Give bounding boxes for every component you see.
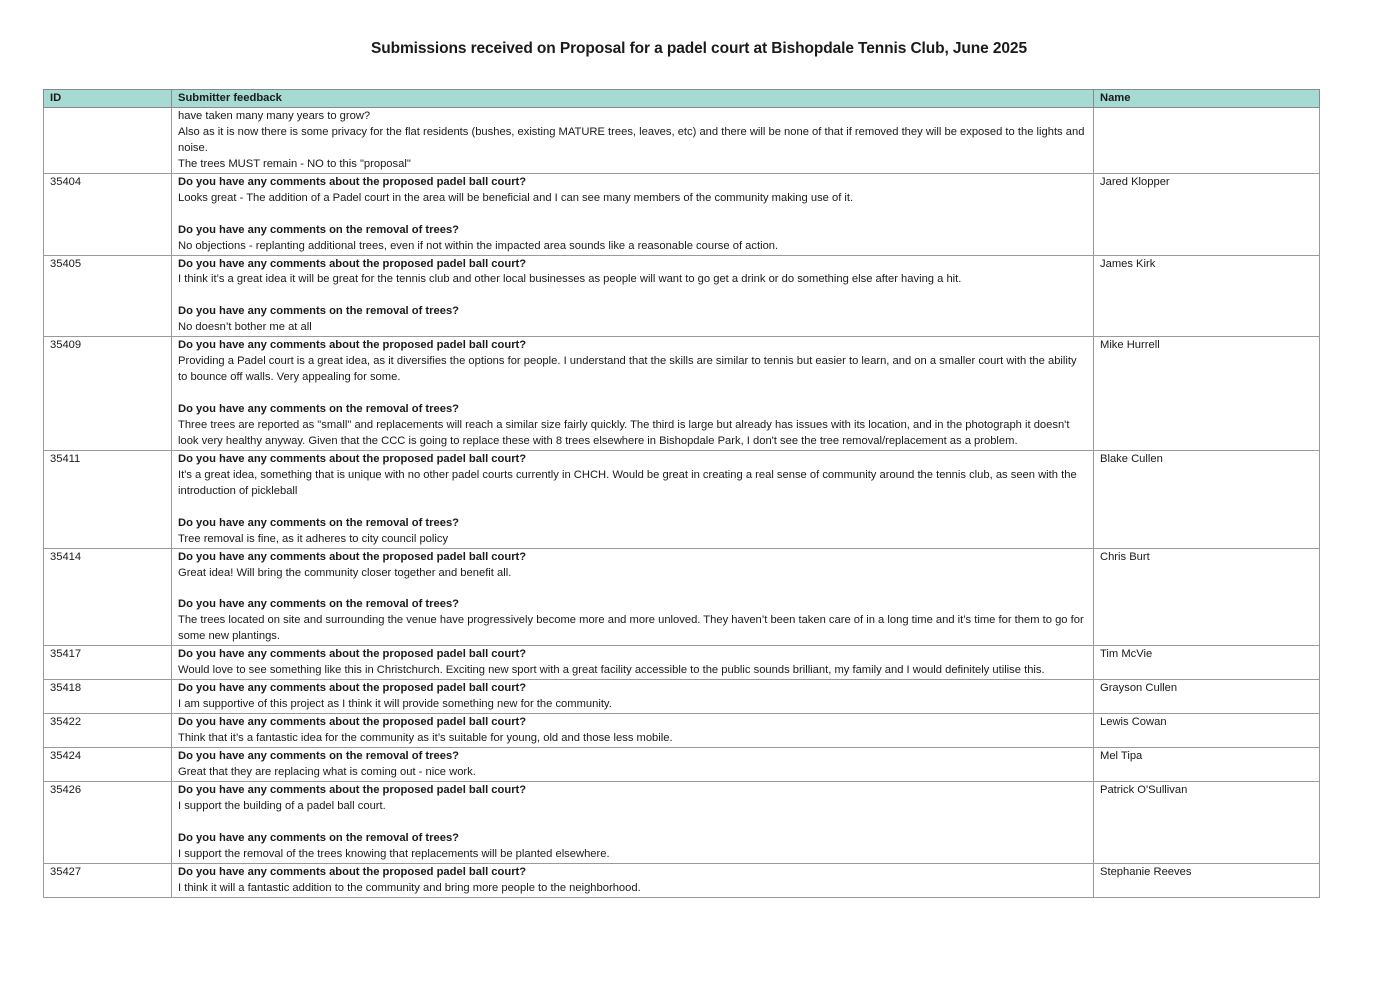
cell-feedback bbox=[172, 646, 1094, 680]
cell-feedback bbox=[172, 450, 1094, 548]
table-row bbox=[44, 173, 1320, 255]
question-trees: Do you have any comments on the removal of trees? bbox=[178, 516, 460, 529]
cell-feedback bbox=[172, 863, 1094, 897]
cell-feedback bbox=[172, 173, 1094, 255]
table-row bbox=[44, 781, 1320, 863]
answer-trees: I support the removal of the trees knowing that replacements will be planted elsewhere. bbox=[178, 847, 610, 860]
table-row-continued bbox=[44, 107, 1320, 173]
answer-trees: Tree removal is fine, as it adheres to city council policy bbox=[178, 532, 449, 545]
cell-feedback bbox=[172, 680, 1094, 714]
table-row bbox=[44, 863, 1320, 897]
cell-id: 35404 bbox=[44, 173, 172, 255]
cell-name: Jared Klopper bbox=[1094, 173, 1320, 255]
question-court: Do you have any comments about the proposed padel ball court? bbox=[178, 648, 527, 661]
question-court: Do you have any comments about the proposed padel ball court? bbox=[178, 257, 527, 270]
cell-name: Tim McVie bbox=[1094, 646, 1320, 680]
table-row bbox=[44, 680, 1320, 714]
answer-trees: No objections - replanting additional trees, even if not within the impacted area sounds like a reasonable course of action. bbox=[178, 239, 779, 252]
cell-name: Stephanie Reeves bbox=[1094, 863, 1320, 897]
answer-court: Looks great - The addition of a Padel court in the area will be beneficial and I can see many members of the community making use of it. bbox=[178, 191, 854, 204]
spacer bbox=[178, 582, 1087, 598]
page-title: Submissions received on Proposal for a padel court at Bishopdale Tennis Club, June 2025 bbox=[371, 40, 1027, 57]
question-trees: Do you have any comments on the removal of trees? bbox=[178, 305, 460, 318]
question-trees: Do you have any comments on the removal of trees? bbox=[178, 403, 460, 416]
answer-trees: The trees located on site and surrounding the venue have progressively become more and more unloved. They haven’t been taken care of in a long time and it’s time for them to go for some new plantings. bbox=[178, 614, 1084, 643]
question-court: Do you have any comments about the proposed padel ball court? bbox=[178, 452, 527, 465]
question-trees: Do you have any comments on the removal of trees? bbox=[178, 831, 460, 844]
cell-name bbox=[1094, 107, 1320, 173]
table-row bbox=[44, 255, 1320, 337]
question-court: Do you have any comments about the proposed padel ball court? bbox=[178, 550, 527, 563]
cell-name: Blake Cullen bbox=[1094, 450, 1320, 548]
table-row bbox=[44, 450, 1320, 548]
submissions-table bbox=[43, 89, 1320, 898]
spacer bbox=[178, 815, 1087, 831]
answer-court: I think it’s a great idea it will be great for the tennis club and other local businesses as people will want to go get a drink or do something else after having a hit. bbox=[178, 273, 962, 286]
answer-court: Providing a Padel court is a great idea, as it diversifies the options for people. I understand that the skills are similar to tennis but easier to learn, and on a smaller court with the ability to bounce off walls. Very appealing for some. bbox=[178, 355, 1077, 384]
feedback-line: The trees MUST remain - NO to this "proposal" bbox=[178, 157, 411, 170]
cell-name: Lewis Cowan bbox=[1094, 714, 1320, 748]
answer-court: I think it will a fantastic addition to the community and bring more people to the neighborhood. bbox=[178, 881, 641, 894]
table-row bbox=[44, 646, 1320, 680]
cell-id: 35414 bbox=[44, 548, 172, 646]
answer-court: I support the building of a padel ball court. bbox=[178, 799, 386, 812]
question-court: Do you have any comments about the proposed padel ball court? bbox=[178, 783, 527, 796]
table-header-row bbox=[44, 90, 1320, 108]
table-row bbox=[44, 748, 1320, 782]
answer-court: Would love to see something like this in Christchurch. Exciting new sport with a great facility accessible to the public sounds brilliant, my family and I would definitely utilise this. bbox=[178, 664, 1045, 677]
cell-feedback bbox=[172, 548, 1094, 646]
question-trees: Do you have any comments on the removal of trees? bbox=[178, 223, 460, 236]
cell-id: 35418 bbox=[44, 680, 172, 714]
column-header-name: Name bbox=[1094, 90, 1320, 108]
table-row bbox=[44, 548, 1320, 646]
cell-feedback bbox=[172, 337, 1094, 451]
cell-feedback bbox=[172, 781, 1094, 863]
spacer bbox=[178, 207, 1087, 223]
question-court: Do you have any comments about the proposed padel ball court? bbox=[178, 175, 527, 188]
answer-court: It's a great idea, something that is unique with no other padel courts currently in CHCH. Would be great in creating a real sense of community around the tennis club, as seen with the introduction of pickleball bbox=[178, 468, 1077, 497]
answer-court: I am supportive of this project as I think it will provide something new for the community. bbox=[178, 698, 612, 711]
question-court: Do you have any comments about the proposed padel ball court? bbox=[178, 716, 527, 729]
cell-feedback bbox=[172, 107, 1094, 173]
question-court: Do you have any comments about the proposed padel ball court? bbox=[178, 682, 527, 695]
feedback-line: have taken many many years to grow? bbox=[178, 109, 371, 122]
cell-id: 35405 bbox=[44, 255, 172, 337]
cell-feedback bbox=[172, 748, 1094, 782]
spacer bbox=[178, 288, 1087, 304]
cell-name: Patrick O'Sullivan bbox=[1094, 781, 1320, 863]
cell-id bbox=[44, 107, 172, 173]
answer-court: Great idea! Will bring the community closer together and benefit all. bbox=[178, 566, 512, 579]
cell-id: 35422 bbox=[44, 714, 172, 748]
cell-id: 35411 bbox=[44, 450, 172, 548]
cell-id: 35409 bbox=[44, 337, 172, 451]
question-trees: Do you have any comments on the removal of trees? bbox=[178, 598, 460, 611]
table-row bbox=[44, 714, 1320, 748]
cell-name: Mel Tipa bbox=[1094, 748, 1320, 782]
cell-name: Chris Burt bbox=[1094, 548, 1320, 646]
spacer bbox=[178, 386, 1087, 402]
cell-id: 35426 bbox=[44, 781, 172, 863]
answer-court: Think that it’s a fantastic idea for the community as it’s suitable for young, old and those less mobile. bbox=[178, 732, 673, 745]
answer-trees: Great that they are replacing what is coming out - nice work. bbox=[178, 766, 476, 778]
cell-feedback bbox=[172, 255, 1094, 337]
cell-name: James Kirk bbox=[1094, 255, 1320, 337]
question-court: Do you have any comments about the proposed padel ball court? bbox=[178, 339, 527, 352]
cell-name: Mike Hurrell bbox=[1094, 337, 1320, 451]
column-header-id: ID bbox=[44, 90, 172, 108]
table-row bbox=[44, 337, 1320, 451]
feedback-line: Also as it is now there is some privacy for the flat residents (bushes, existing MATURE trees, leaves, etc) and there will be none of that if removed they will be exposed to the lights and noise. bbox=[178, 125, 1085, 154]
cell-id: 35424 bbox=[44, 748, 172, 782]
cell-name: Grayson Cullen bbox=[1094, 680, 1320, 714]
cell-feedback bbox=[172, 714, 1094, 748]
question-court: Do you have any comments about the proposed padel ball court? bbox=[178, 865, 527, 878]
spacer bbox=[178, 500, 1087, 516]
cell-id: 35427 bbox=[44, 863, 172, 897]
answer-trees: No doesn’t bother me at all bbox=[178, 321, 312, 334]
answer-trees: Three trees are reported as "small" and replacements will reach a similar size fairly quickly. The third is large but already has issues with its location, and in the photograph it doesn't look very healthy anyway. Given that the CCC is going to replace these with 8 trees elsewhere in Bishopdale Park, I don't see the tree removal/replacement as a problem. bbox=[178, 419, 1070, 447]
cell-id: 35417 bbox=[44, 646, 172, 680]
question-trees: Do you have any comments on the removal of trees? bbox=[178, 750, 460, 763]
column-header-feedback: Submitter feedback bbox=[172, 90, 1094, 108]
